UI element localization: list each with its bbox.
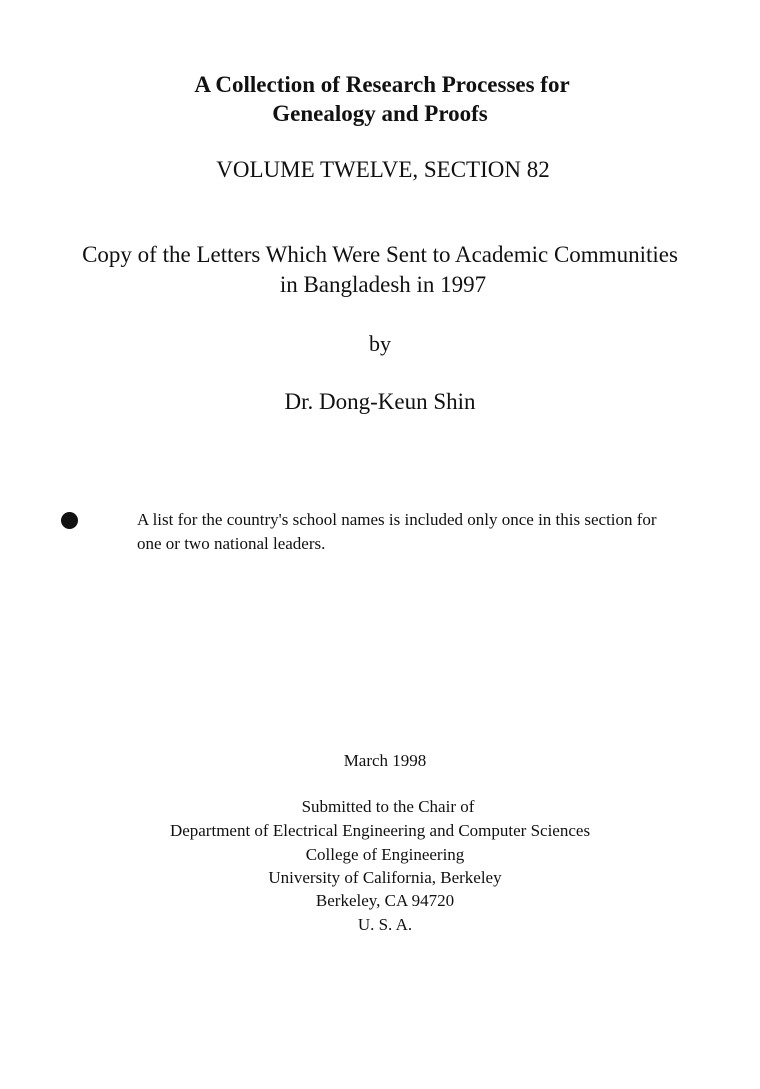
title-line-2: Genealogy and Proofs — [272, 101, 488, 126]
bullet-note-line-1: A list for the country's school names is included only once in this section for — [137, 510, 657, 529]
subtitle-line-2: in Bangladesh in 1997 — [279, 272, 487, 297]
submission-line-6: U. S. A. — [357, 915, 413, 934]
submission-line-4: University of California, Berkeley — [268, 868, 502, 887]
submission-line-5: Berkeley, CA 94720 — [315, 891, 455, 910]
title-line-1: A Collection of Research Processes for — [194, 72, 570, 97]
subtitle-line-1: Copy of the Letters Which Were Sent to Academic Communities — [82, 242, 678, 267]
bullet-icon — [61, 512, 78, 529]
volume-heading: VOLUME TWELVE, SECTION 82 — [216, 157, 550, 182]
submission-line-1: Submitted to the Chair of — [301, 797, 475, 816]
submission-line-3: College of Engineering — [305, 845, 465, 864]
submission-line-2: Department of Electrical Engineering and Computer Sciences — [169, 821, 591, 840]
date-label: March 1998 — [343, 751, 427, 770]
bullet-note — [137, 508, 737, 556]
author-name: Dr. Dong-Keun Shin — [284, 389, 476, 414]
bullet-note-line-2: one or two national leaders. — [137, 534, 326, 553]
by-label: by — [369, 331, 391, 356]
